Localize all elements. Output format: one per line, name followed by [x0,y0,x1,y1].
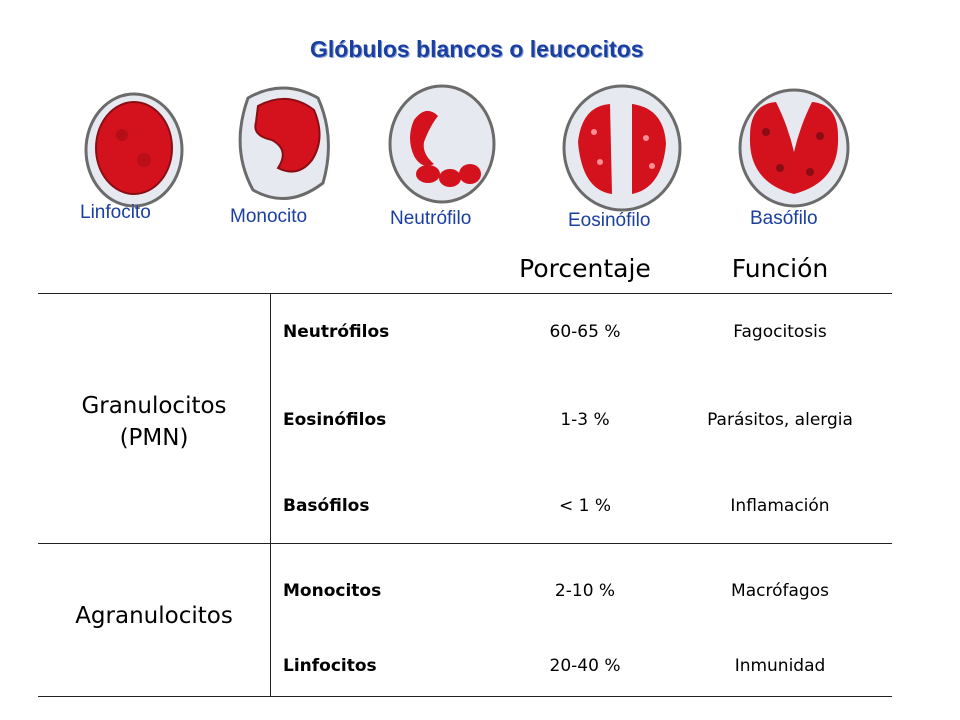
group-granulocytes [38,390,270,454]
row-name: Basófilos [283,496,370,516]
neutrophil-label: Neutrófilo [390,208,472,229]
row-name: Monocitos [283,581,382,601]
group-granulocytes-line2: (PMN) [119,425,189,451]
figure-title: Glóbulos blancos o leucocitos [310,36,644,62]
row-function: Inflamación [730,496,830,516]
table-divider-top [38,293,892,294]
basophil-label: Basófilo [750,208,818,229]
table-divider-middle [38,543,892,544]
lymphocyte-label: Linfocito [80,202,151,223]
eosinophil-label: Eosinófilo [568,210,651,231]
row-name: Eosinófilos [283,410,387,430]
row-name: Linfocitos [283,656,377,676]
group-agranulocytes [38,600,270,632]
row-percentage: 2-10 % [554,581,616,601]
table-column-divider [270,293,271,697]
row-percentage: 60-65 % [549,322,621,342]
row-percentage: 20-40 % [549,656,621,676]
row-function: Inmunidad [734,656,826,676]
row-function: Macrófagos [731,581,829,601]
row-function: Fagocitosis [733,322,827,342]
row-percentage: 1-3 % [560,410,610,430]
header-function: Función [731,254,829,283]
group-agranulocytes-line1: Agranulocitos [75,603,233,629]
monocyte-label: Monocito [230,206,308,227]
row-name: Neutrófilos [283,322,390,342]
header-percentage: Porcentaje [519,254,651,283]
table-divider-bottom [38,696,892,697]
row-percentage: < 1 % [558,496,612,516]
row-function: Parásitos, alergia [707,410,853,430]
group-granulocytes-line1: Granulocitos [81,393,227,419]
